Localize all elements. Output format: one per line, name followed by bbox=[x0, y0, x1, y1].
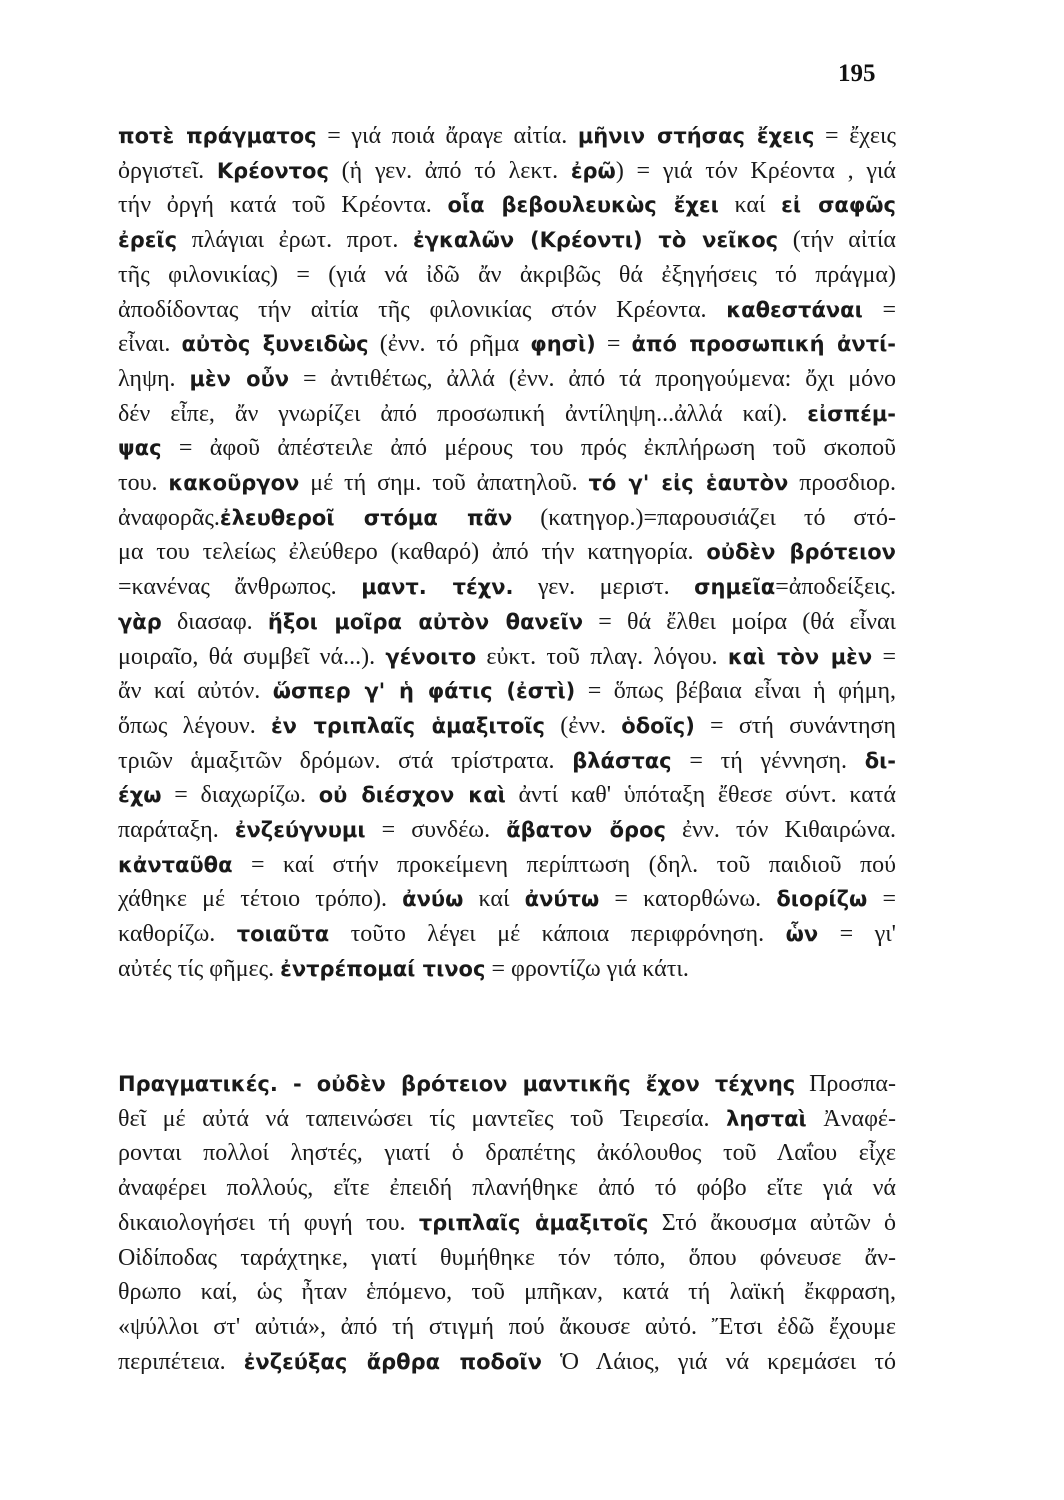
text-line bbox=[118, 918, 896, 950]
lemma-term: καὶ τὸν μὲν bbox=[727, 644, 873, 669]
text-line bbox=[118, 1242, 896, 1274]
page-number: 195 bbox=[838, 60, 876, 87]
lemma-term: σημεῖα bbox=[694, 575, 776, 600]
gloss-text: Ὁ Λάιος, γιά νά κρεμάσει τό bbox=[541, 1348, 897, 1375]
gloss-text: τριῶν ἁμαξιτῶν δρόμων. στά τρίστρατα. bbox=[118, 747, 573, 774]
gloss-text: (κατηγορ.)=παρουσιάζει τό στό- bbox=[512, 504, 896, 531]
lemma-term: ἐν τριπλαῖς ἁμαξιτοῖς bbox=[270, 713, 546, 738]
gloss-text: = τή γέννηση. bbox=[671, 747, 865, 774]
gloss-text: μα του τελείως ἐλεύθερο (καθαρό) ἀπό τήν κατηγορία. bbox=[118, 539, 707, 566]
lemma-term: μαντ. τέχν. bbox=[361, 575, 514, 600]
gloss-text: Οἰδίποδας ταράχτηκε, γιατί θυμήθηκε τόν τόπο, ὅπου φόνευσε ἄν- bbox=[118, 1244, 896, 1271]
text-line bbox=[118, 155, 896, 187]
lemma-term: οἷα βεβουλευκὼς ἔχει bbox=[447, 193, 719, 218]
lemma-term: ὥσπερ γ' ἡ φάτις (ἐστὶ) bbox=[272, 679, 576, 704]
gloss-text: ὅπως λέγουν. bbox=[118, 712, 271, 739]
lemma-term: οὐδὲν βρότειον bbox=[706, 540, 896, 565]
gloss-text: =κανένας ἄνθρωπος. bbox=[118, 574, 362, 601]
gloss-text: θρωπο καί, ὡς ἦταν ἑπόμενο, τοῦ μπῆκαν, κατά τή λαϊκή ἔκφραση, bbox=[118, 1279, 896, 1306]
gloss-text: γεν. μεριστ. bbox=[513, 574, 695, 601]
text-line bbox=[118, 1103, 896, 1135]
lemma-term: γένοιτο bbox=[385, 644, 477, 669]
gloss-text: = διαχωρίζω. bbox=[161, 782, 319, 809]
lemma-term: κακοῦργον bbox=[168, 471, 300, 495]
gloss-text: Προσπα- bbox=[795, 1071, 896, 1097]
gloss-text: μοιραῖο, θά συμβεῖ νά...). bbox=[118, 643, 386, 670]
lemma-term: βλάστας bbox=[572, 748, 672, 773]
text-line bbox=[118, 467, 896, 499]
text-line bbox=[118, 675, 896, 707]
text-line bbox=[118, 536, 896, 568]
gloss-text: = bbox=[595, 331, 632, 358]
gloss-text: = θά ἔλθει μοίρα (θά εἶναι bbox=[583, 608, 896, 635]
gloss-text: = γιά ποιά ἄραγε αἰτία. bbox=[316, 123, 578, 149]
gloss-text: πλάγιαι ἐρωτ. προτ. bbox=[177, 227, 413, 254]
gloss-text: εὐκτ. τοῦ πλαγ. λόγου. bbox=[476, 643, 728, 670]
gloss-text: = ὅπως βέβαια εἶναι ἡ φήμη, bbox=[575, 678, 896, 705]
lemma-term: ἐνζεύξας ἄρθρα ποδοῖν bbox=[243, 1349, 542, 1374]
gloss-text: παράταξη. bbox=[118, 817, 235, 843]
text-line bbox=[118, 710, 896, 742]
text-line bbox=[118, 1137, 896, 1169]
lemma-term: ἐρεῖς bbox=[118, 228, 178, 253]
gloss-text: = γι' bbox=[818, 921, 896, 948]
lemma-term: γὰρ bbox=[118, 609, 162, 634]
lemma-term: τό γ' εἰς ἑαυτὸν bbox=[588, 471, 789, 495]
lemma-term: καθεστάναι bbox=[726, 297, 863, 322]
gloss-text: Στό ἄκουσμα αὐτῶν ὁ bbox=[648, 1209, 896, 1236]
gloss-text: ἀποδίδοντας τήν αἰτία τῆς φιλονικίας στόν Κρέοντα. bbox=[118, 296, 727, 323]
gloss-text: (ἡ γεν. ἀπό τό λεκτ. bbox=[328, 157, 571, 184]
text-line bbox=[118, 120, 896, 152]
text-line bbox=[118, 328, 896, 360]
lemma-term: έχω bbox=[118, 783, 162, 808]
gloss-text: = bbox=[867, 886, 896, 913]
text-line bbox=[118, 1172, 896, 1204]
gloss-text: εἶναι. bbox=[118, 331, 182, 358]
lemma-term: ἥξοι μοῖρα αὐτὸν θανεῖν bbox=[267, 609, 584, 634]
gloss-text: = ἀντιθέτως, ἀλλά (ἐνν. ἀπό τά προηγούμενα: ὄχι μόνο bbox=[289, 365, 896, 392]
text-line bbox=[118, 641, 896, 673]
gloss-text: ἀναφέρει πολλούς, εἴτε ἐπειδή πλανήθηκε ἀπό τό φόβο εἴτε γιά νά bbox=[118, 1175, 896, 1202]
lemma-term: εἰσπέμ- bbox=[807, 401, 896, 426]
gloss-text: καί bbox=[463, 886, 525, 913]
text-line bbox=[118, 189, 896, 221]
gloss-text: καθορίζω. bbox=[118, 921, 237, 948]
lemma-term: δι- bbox=[864, 748, 897, 773]
text-line bbox=[118, 502, 896, 534]
lemma-term: Πραγματικές. - οὐδὲν βρότειον μαντικῆς ἔχον τέχνης bbox=[118, 1072, 796, 1096]
gloss-text: ρονται πολλοί ληστές, γιατί ὁ δραπέτης ἀκόλουθος τοῦ Λαΐου εἶχε bbox=[118, 1140, 896, 1167]
text-line bbox=[118, 814, 896, 846]
gloss-text: δικαιολογήσει τή φυγή του. bbox=[118, 1209, 419, 1236]
gloss-text: = συνδέω. bbox=[365, 817, 507, 843]
gloss-text: τήν ὀργή κατά τοῦ Κρέοντα. bbox=[118, 192, 448, 219]
text-line bbox=[118, 1276, 896, 1308]
text-line bbox=[118, 1346, 896, 1378]
gloss-text: δέν εἶπε, ἄν γνωρίζει ἀπό προσωπική ἀντίληψη...ἀλλά καί). bbox=[118, 400, 808, 427]
lemma-term: Κρέοντος bbox=[216, 158, 329, 183]
gloss-text: τοῦτο λέγει μέ κάποια περιφρόνηση. bbox=[329, 921, 786, 948]
gloss-text: περιπέτεια. bbox=[118, 1348, 244, 1375]
lemma-term: ἀνύω bbox=[402, 887, 464, 912]
text-line bbox=[118, 779, 896, 811]
lemma-term: ποτὲ πράγματος bbox=[118, 124, 317, 148]
gloss-text: «ψύλλοι στ' αὐτιά», ἀπό τή στιγμή πού ἄκουσε αὐτό. Ἔτσι ἐδῶ ἔχουμε bbox=[118, 1313, 896, 1340]
gloss-text: αὐτές τίς φῆμες. bbox=[118, 955, 281, 982]
lemma-term: ἐρῶ bbox=[570, 158, 616, 183]
gloss-text: = κατορθώνω. bbox=[599, 886, 777, 913]
gloss-text: καί bbox=[718, 192, 782, 219]
gloss-text: = καί στήν προκείμενη περίπτωση (δηλ. τοῦ παιδιοῦ πού bbox=[232, 851, 896, 878]
lemma-term: ἐντρέπομαί τινος bbox=[280, 956, 486, 981]
text-line bbox=[118, 294, 896, 326]
text-line bbox=[118, 259, 896, 291]
lemma-term: ἀπό προσωπική ἀντί- bbox=[631, 332, 897, 357]
gloss-text: ὀργιστεῖ. bbox=[118, 157, 217, 184]
text-line bbox=[118, 849, 896, 881]
gloss-text: ἀντί καθ' ὑπόταξη ἔθεσε σύντ. κατά bbox=[505, 782, 896, 809]
gloss-text: διασαφ. bbox=[161, 608, 268, 635]
lemma-term: τριπλαῖς ἁμαξιτοῖς bbox=[418, 1210, 649, 1235]
text-line bbox=[118, 745, 896, 777]
lemma-term: ἄβατον ὄρος bbox=[506, 818, 666, 842]
gloss-text: (ἐνν. τό ρῆμα bbox=[368, 331, 531, 358]
gloss-text: ληψη. bbox=[118, 365, 190, 392]
gloss-text: = bbox=[872, 643, 896, 670]
gloss-text: Ἀναφέ- bbox=[806, 1105, 896, 1132]
lemma-term: φησὶ) bbox=[530, 332, 596, 357]
lemma-term: ὁδοῖς) bbox=[621, 713, 695, 738]
lemma-term: ἐλευθεροῖ στόμα πᾶν bbox=[219, 505, 513, 530]
gloss-text: ) = γιά τόν Κρέοντα , γιά bbox=[615, 157, 897, 184]
text-line bbox=[118, 363, 896, 395]
text-line bbox=[118, 953, 896, 985]
gloss-text: μέ τή σημ. τοῦ ἀπατηλοῦ. bbox=[299, 470, 589, 496]
gloss-text: χάθηκε μέ τέτοιο τρόπο). bbox=[118, 886, 403, 913]
gloss-text: ἐνν. τόν Κιθαιρώνα. bbox=[665, 817, 897, 843]
text-line bbox=[118, 571, 896, 603]
lemma-term: μῆνιν στήσας ἔχεις bbox=[577, 124, 815, 148]
gloss-text: του. bbox=[118, 470, 169, 496]
lemma-term: διορίζω bbox=[776, 887, 868, 912]
gloss-text: θεῖ μέ αὐτά νά ταπεινώσει τίς μαντεῖες τοῦ Τειρεσία. bbox=[118, 1105, 727, 1132]
text-line bbox=[118, 606, 896, 638]
gloss-text: = φροντίζω γιά κάτι. bbox=[485, 955, 689, 982]
text-line bbox=[118, 224, 896, 256]
lemma-term: ἐνζεύγνυμι bbox=[234, 818, 366, 842]
gloss-text: τῆς φιλονικίας) = (γιά νά ἰδῶ ἄν ἀκριβῶς θά ἐξηγήσεις τό πράγμα) bbox=[118, 261, 896, 288]
gloss-text: (ἐνν. bbox=[545, 712, 622, 739]
lemma-term: μὲν οὖν bbox=[189, 366, 290, 391]
gloss-text: ἀναφορᾶς. bbox=[118, 504, 220, 531]
gloss-text: = bbox=[862, 296, 896, 323]
text-line bbox=[118, 1311, 896, 1343]
lemma-term: εἰ σαφῶς bbox=[781, 193, 896, 218]
gloss-text: ἄν καί αὐτόν. bbox=[118, 678, 273, 705]
text-line bbox=[118, 1207, 896, 1239]
lemma-term: τοιαῦτα bbox=[236, 922, 330, 947]
gloss-text: (τήν αἰτία bbox=[778, 227, 897, 254]
gloss-text: = ἀφοῦ ἀπέστειλε ἀπό μέρους του πρός ἐκπλήρωση τοῦ σκοποῦ bbox=[161, 435, 896, 462]
lemma-term: λησταὶ bbox=[726, 1106, 807, 1131]
text-line bbox=[118, 398, 896, 430]
text-line bbox=[118, 432, 896, 464]
gloss-text: = στή συνάντηση bbox=[694, 712, 896, 739]
lemma-term: ἐγκαλῶν (Κρέοντι) τὸ νεῖκος bbox=[412, 228, 779, 253]
text-line bbox=[118, 1068, 896, 1100]
lemma-term: ὧν bbox=[785, 922, 819, 947]
gloss-text: = ἔχεις bbox=[814, 123, 896, 149]
gloss-text: προσδιορ. bbox=[788, 470, 896, 496]
text-line bbox=[118, 883, 896, 915]
lemma-term: οὐ διέσχον καὶ bbox=[318, 783, 506, 808]
lemma-term: ἀνύτω bbox=[524, 887, 600, 912]
lemma-term: ψας bbox=[118, 436, 162, 461]
lemma-term: αὐτὸς ξυνειδὼς bbox=[181, 332, 369, 357]
gloss-text: =ἀποδείξεις. bbox=[775, 574, 897, 601]
lemma-term: κἀνταῦθα bbox=[118, 852, 233, 877]
